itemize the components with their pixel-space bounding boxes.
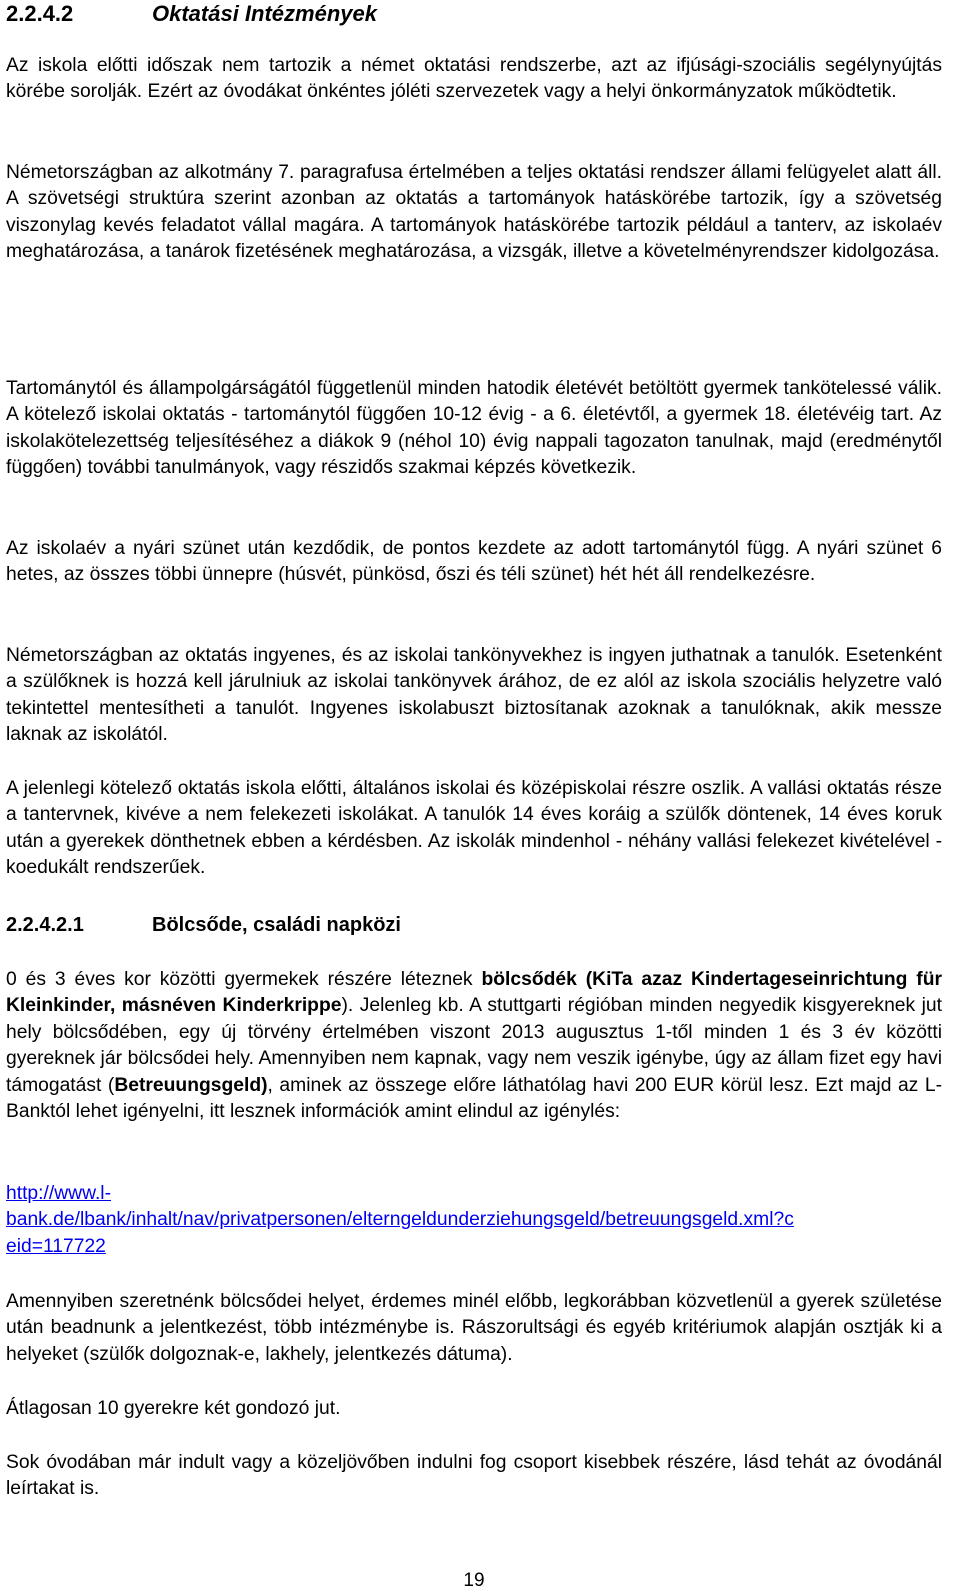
nursery-bold-1: bölcsődék (KiTa azaz Kindertageseinrichtung für Kleinkinder, másnéven Kinderkrippe [6,969,942,1017]
lbank-link[interactable] [6,1181,942,1260]
section-number: 2.2.4.2 [6,1,74,26]
nursery-bold-2: Betreuungsgeld) [114,1074,268,1096]
subsection-heading [6,912,401,938]
section-heading [6,0,377,28]
nursery-text-3: , aminek az összege előre láthatólag havi 200 EUR körül lesz. Ezt majd az L-Banktól lehet igényelni, itt lesznek információk amint elindul az igénylés: [6,1074,942,1123]
paragraph-preschool: Az iskola előtti időszak nem tartozik a német oktatási rendszerbe, azt az ifjúsági-szociális segélynyújtás körébe sorolják. Ezért az óvodákat önkéntes jóléti szervezetek vagy a helyi önkormányzatok működtetik. [6,55,942,103]
nursery-text-2: ). Jelenleg kb. A stuttgarti régióban minden negyedik kisgyereknek jut hely bölcsődében, egy új törvény értelmében viszont 2013 augusztus 1-től minden 1 és 3 év közötti gyereknek jár bölcsődei hely. Amennyiben nem kapnak, vagy nem veszik igénybe, úgy az állam fizet egy havi támogatást ( [6,995,942,1096]
paragraph-kindergarten-groups: Sok óvodában már indult vagy a közeljövőben indulni fog csoport kisebbek részére, lásd tehát az óvodánál leírtakat is. [6,1452,942,1500]
paragraph-nursery [6,967,942,1125]
paragraph-free-education: Németországban az oktatás ingyenes, és az iskolai tankönyvekhez is ingyen juthatnak a tanulók. Esetenként a szülőknek is hozzá kell járulniuk az iskolai tankönyvek árához, de ez alól az iskola szociális helyzetre való tekintettel mentesítheti a tanulót. Ingyenes iskolabuszt biztosítanak azoknak a tanulóknak, akik messze laknak az iskolától. [6,645,942,746]
nursery-text-1: 0 és 3 éves kor közötti gyermekek részére léteznek [6,969,482,990]
paragraph-compulsory-schooling: Tartománytól és állampolgárságától függetlenül minden hatodik életévét betöltött gyermek tankötelessé válik. A kötelező iskolai oktatás - tartománytól függően 10-12 évig - a 6. életévtől, a gyermek 18. életévéig tart. Az iskolakötelezettség teljesítéséhez a diákok 9 (néhol 10) évig nappali tagozaton tanulnak, majd (eredménytől függően) további tanulmányok, vagy részidős szakmai képzés következik. [6,378,942,479]
subsection-number: 2.2.4.2.1 [6,914,84,936]
page-number: 19 [463,1570,485,1591]
paragraph-caretaker-ratio: Átlagosan 10 gyerekre két gondozó jut. [6,1398,341,1419]
paragraph-application: Amennyiben szeretnénk bölcsődei helyet, érdemes minél előbb, legkorábban közvetlenül a gyerek születése után beadnunk a jelentkezést, több intézménybe is. Rászorultsági és egyéb kritériumok alapján osztják ki a helyeket (szülők dolgoznak-e, lakhely, jelentkezés dátuma). [6,1291,942,1365]
paragraph-state-supervision: Németországban az alkotmány 7. paragrafusa értelmében a teljes oktatási rendszer állami felügyelet alatt áll. A szövetségi struktúra szerint azonban az oktatás a tartományok hatáskörébe tartozik, így a szövetség viszonylag kevés feladatot vállal magára. A tartományok hatáskörébe tartozik például a tanterv, az iskolaév meghatározása, a tanárok fizetésének meghatározása, a vizsgák, illetve a követelményrendszer kidolgozása. [6,162,942,263]
paragraph-religious-education: A jelenlegi kötelező oktatás iskola előtti, általános iskolai és középiskolai részre oszlik. A vallási oktatás része a tantervnek, kivéve a nem felekezeti iskolákat. A tanulók 14 éves koráig a szülők döntenek, 14 éves koruk után a gyerekek dönthetnek ebben a kérdésben. Az iskolák mindenhol - néhány vallási felekezet kivételével - koedukált rendszerűek. [6,778,942,879]
subsection-title: Bölcsőde, családi napközi [152,914,401,936]
lbank-link-line-1[interactable]: http://www.l- [6,1183,112,1204]
lbank-link-line-3[interactable]: eid=117722 [6,1235,106,1257]
paragraph-school-year: Az iskolaév a nyári szünet után kezdődik, de pontos kezdete az adott tartománytól függ. A nyári szünet 6 hetes, az összes többi ünnepre (húsvét, pünkösd, őszi és téli szünet) hét hét áll rendelkezésre. [6,538,942,586]
lbank-link-line-2[interactable]: bank.de/lbank/inhalt/nav/privatpersonen/elterngeldunderziehungsgeld/betreuungsgeld.xml?c [6,1209,794,1231]
section-title: Oktatási Intézmények [152,1,377,26]
